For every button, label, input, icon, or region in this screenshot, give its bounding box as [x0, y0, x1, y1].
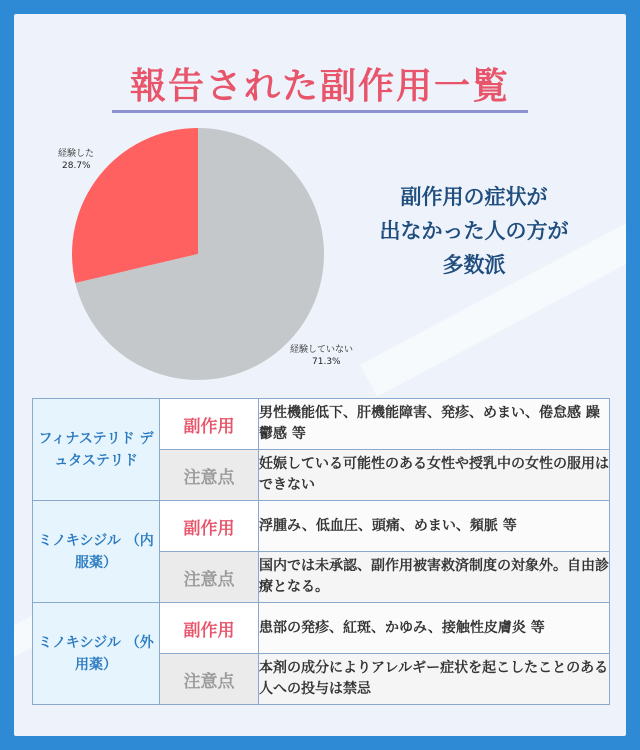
side-effect-text: 男性機能低下、肝機能障害、発疹、めまい、倦怠感 躁鬱感 等	[259, 399, 610, 450]
caution-label: 注意点	[160, 552, 259, 603]
slice-label: 経験していない	[290, 345, 354, 355]
page-title: 報告された副作用一覧	[129, 66, 510, 107]
slice-label: 経験した	[58, 149, 95, 159]
caution-text: 国内では未承認、副作用被害救済制度の対象外。自由診療となる。	[259, 552, 610, 603]
drug-name-cell: フィナステリド デュタステリド	[33, 399, 160, 501]
caution-text: 本剤の成分によりアレルギー症状を起こしたことのある人への投与は禁忌	[259, 654, 610, 705]
side-effect-label: 副作用	[160, 399, 259, 450]
callout-line: 出なかった人の方が	[379, 219, 569, 243]
side-effects-table	[32, 398, 610, 705]
callout-text	[364, 180, 584, 282]
caution-label: 注意点	[160, 450, 259, 501]
caution-label: 注意点	[160, 654, 259, 705]
side-effect-label: 副作用	[160, 501, 259, 552]
callout-line: 多数派	[442, 253, 506, 277]
caution-text: 妊娠している可能性のある女性や授乳中の女性の服用はできない	[259, 450, 610, 501]
table-row	[33, 603, 610, 654]
table-row	[33, 399, 610, 450]
side-effect-text: 患部の発疹、紅斑、かゆみ、接触性皮膚炎 等	[259, 603, 610, 654]
drug-name-cell: ミノキシジル （外用薬）	[33, 603, 160, 705]
callout-line: 副作用の症状が	[400, 185, 548, 209]
infographic-card	[14, 14, 626, 736]
slice-value-label: 28.7%	[62, 161, 91, 171]
table-row	[33, 501, 610, 552]
side-effect-label: 副作用	[160, 603, 259, 654]
slice-value-label: 71.3%	[312, 357, 341, 367]
side-effect-text: 浮腫み、低血圧、頭痛、めまい、頻脈 等	[259, 501, 610, 552]
drug-name-cell: ミノキシジル （内服薬）	[33, 501, 160, 603]
